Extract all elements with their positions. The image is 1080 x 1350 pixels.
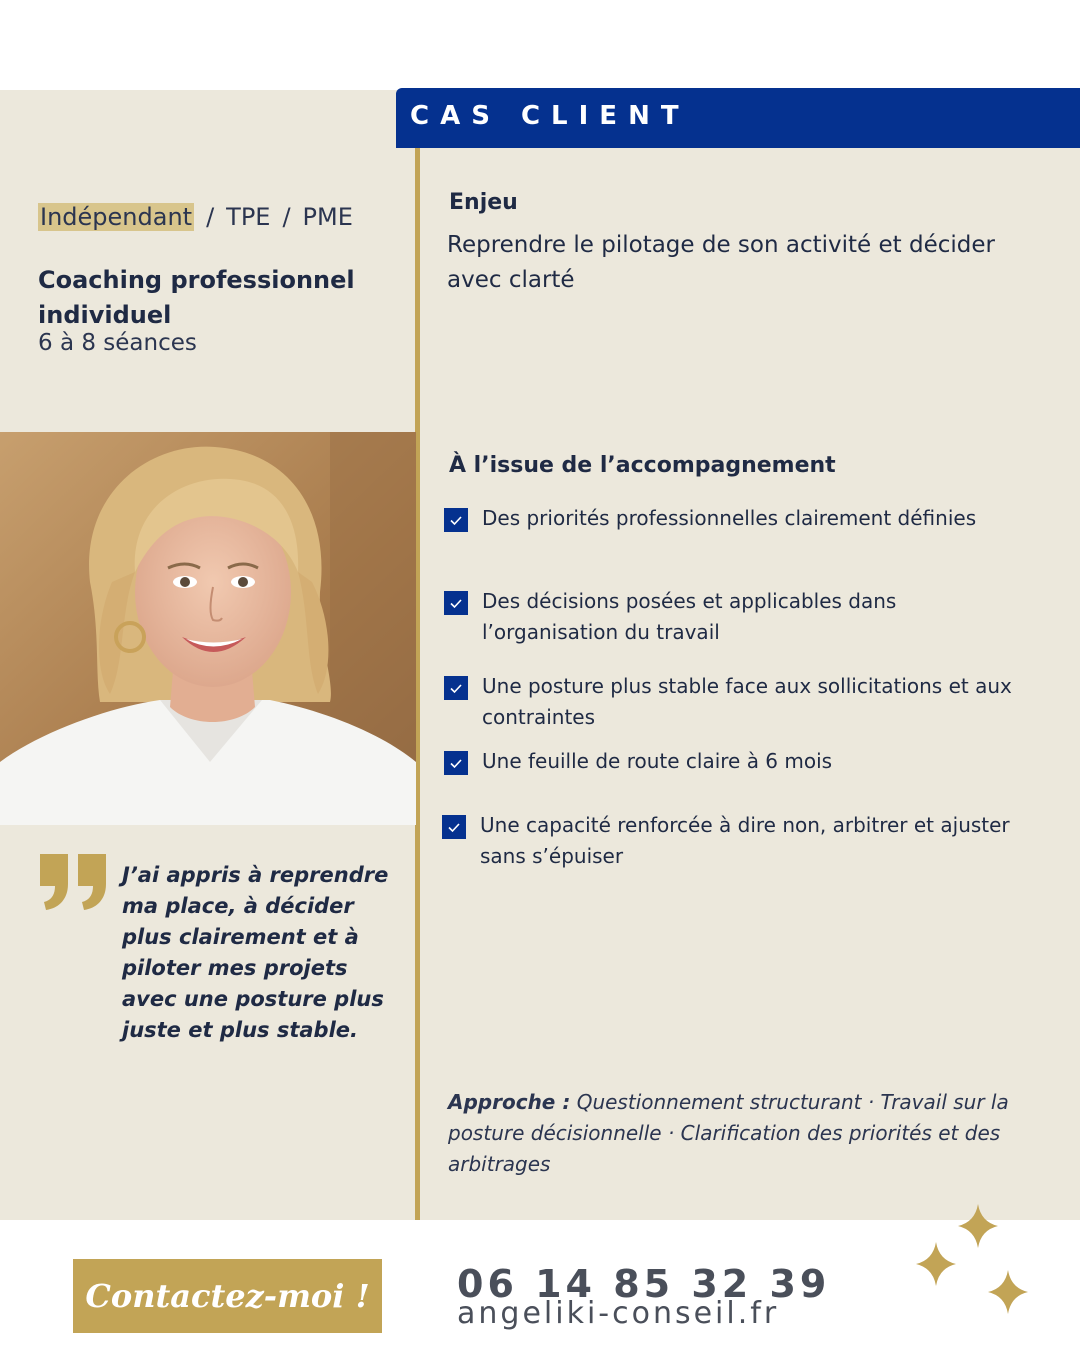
tag-tpe: TPE: [226, 203, 271, 231]
tag-independant: Indépendant: [40, 203, 193, 231]
outcome-text: Une capacité renforcée à dire non, arbitrer et ajuster sans s’épuiser: [480, 813, 1010, 868]
tag-separator: /: [282, 203, 291, 231]
contact-button[interactable]: Contactez-moi !: [73, 1259, 382, 1333]
banner-title: CAS CLIENT: [410, 101, 690, 131]
website-link[interactable]: angeliki-conseil.fr: [457, 1296, 780, 1331]
client-type-tags: [38, 203, 353, 231]
checkbox-checked-icon: [444, 751, 468, 775]
outcomes-heading: À l’issue de l’accompagnement: [449, 453, 836, 478]
approach-text: [448, 1087, 1028, 1180]
service-title: Coaching professionnel individuel: [38, 266, 355, 329]
enjeu-heading: Enjeu: [449, 190, 518, 215]
outcome-text: Des priorités professionnelles clairement définies: [482, 506, 977, 530]
outcome-text: Des décisions posées et applicables dans l’organisation du travail: [482, 589, 897, 644]
checkbox-checked-icon: [444, 508, 468, 532]
client-portrait: [0, 432, 416, 825]
phone-number[interactable]: 06 14 85 32 39: [457, 1262, 831, 1306]
outcome-text: Une feuille de route claire à 6 mois: [482, 749, 833, 773]
checkbox-checked-icon: [442, 815, 466, 839]
approach-label: Approche :: [448, 1090, 571, 1114]
tag-separator: /: [206, 203, 215, 231]
sparkle-stars-icon: [910, 1200, 1040, 1320]
outcome-text: Une posture plus stable face aux sollicitations et aux contraintes: [482, 674, 1012, 729]
approach-description: Questionnement structurant · Travail sur la posture décisionnelle · Clarification des priorités et des arbitrages: [448, 1090, 1009, 1176]
portrait-illustration: [0, 432, 416, 825]
quote-icon: [38, 850, 110, 912]
service-sessions: 6 à 8 séances: [38, 330, 197, 356]
tag-pme: PME: [302, 203, 353, 231]
checkbox-checked-icon: [444, 591, 468, 615]
testimonial-quote: J’ai appris à reprendre ma place, à décider plus clairement et à piloter mes projets avec une posture plus juste et plus stable.: [122, 863, 389, 1042]
enjeu-text: Reprendre le pilotage de son activité et décider avec clarté: [447, 232, 995, 293]
checkbox-checked-icon: [444, 676, 468, 700]
